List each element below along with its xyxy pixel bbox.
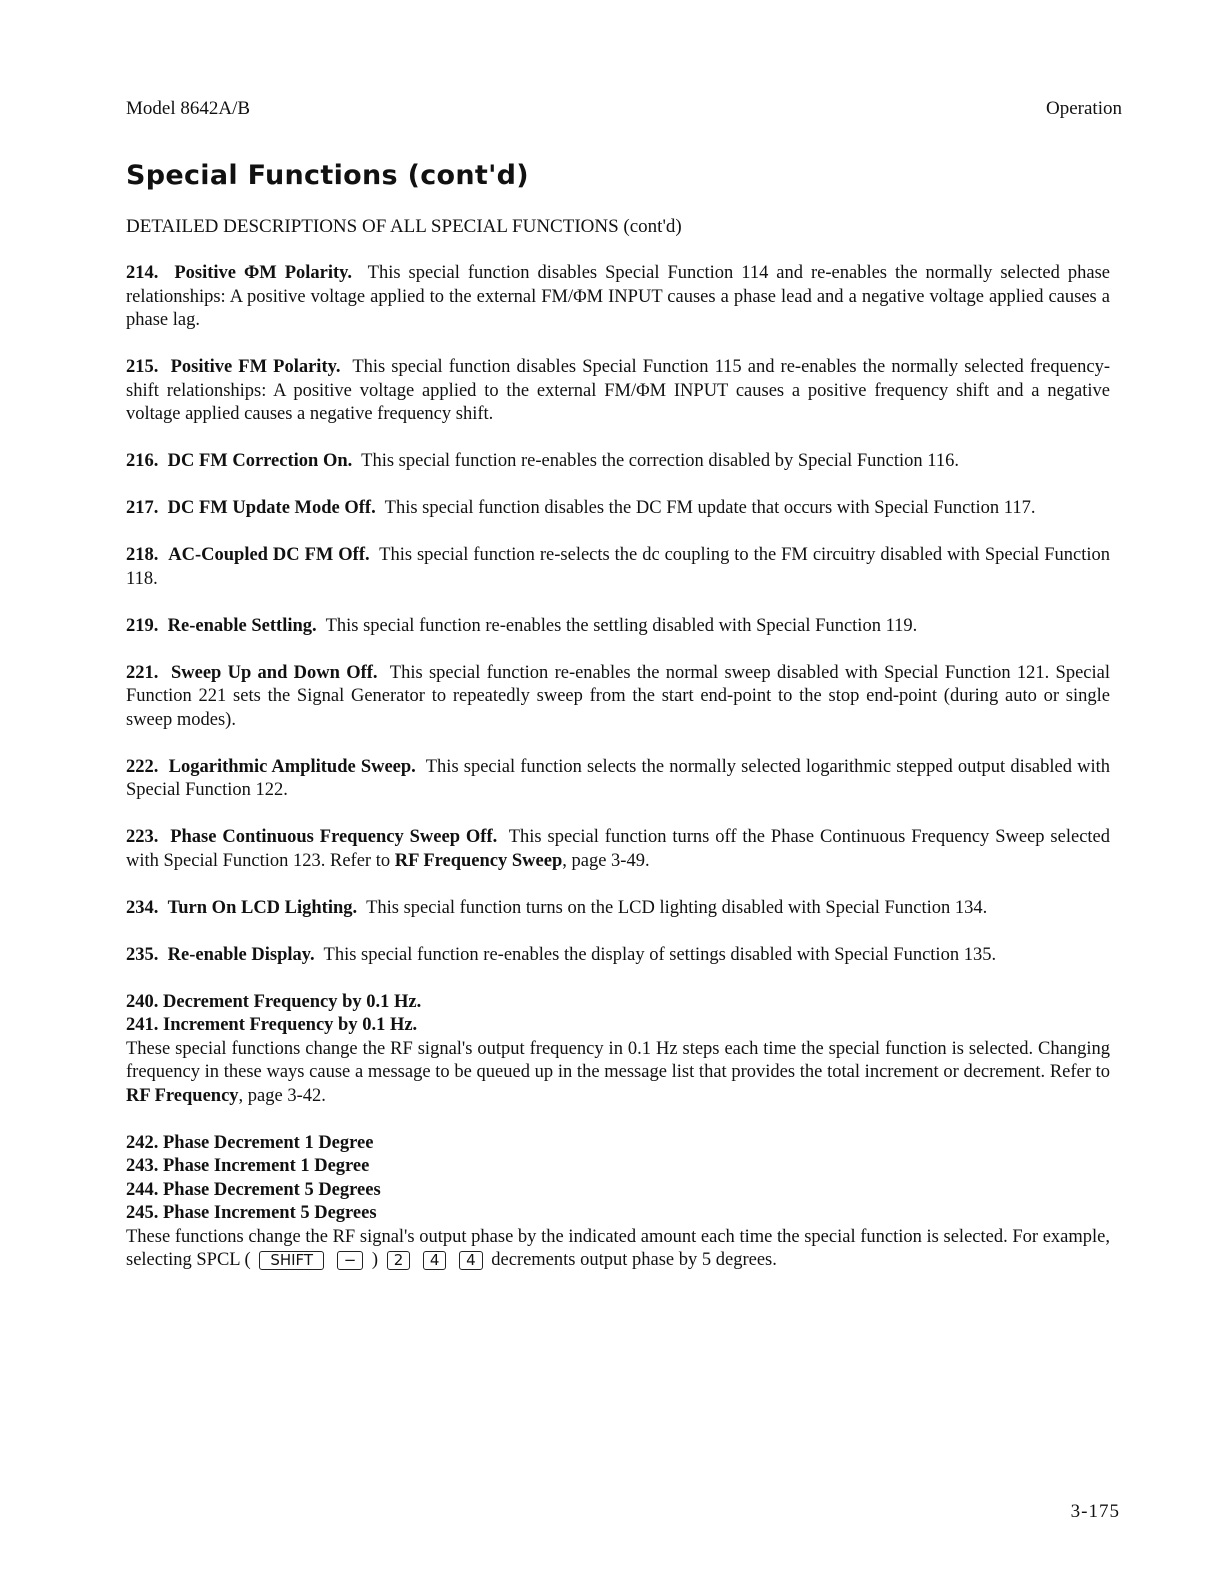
cross-reference: RF Frequency Sweep — [394, 850, 563, 871]
paragraph-234 — [126, 897, 1110, 921]
item-text: This special function selects the normally selected logarithmic stepped output disabled with Special Function 122. — [126, 756, 1110, 800]
item-text: This special function re-enables the correction disabled by Special Function 116. — [361, 451, 959, 471]
heading-240: 240. Decrement Frequency by 0.1 Hz. — [126, 991, 422, 1012]
item-text: These functions change the RF signal's output phase by the indicated amount each time the special function is selected. For example, selecting SPCL ( — [126, 1226, 1110, 1270]
item-number: 235. — [126, 944, 159, 965]
digit-key-2: 2 — [387, 1251, 411, 1270]
heading-245: 245. Phase Increment 5 Degrees — [126, 1203, 377, 1223]
item-text: This special function disables the DC FM update that occurs with Special Function 117. — [384, 498, 1036, 518]
digit-key-4: 4 — [459, 1251, 483, 1270]
paragraph-223 — [126, 826, 1110, 873]
item-number: 219. — [126, 615, 159, 636]
item-title: Positive ΦM Polarity. — [174, 263, 353, 283]
item-text: This special function turns on the LCD lighting disabled with Special Function 134. — [366, 897, 988, 918]
header-section: Operation — [1046, 98, 1122, 119]
heading-244: 244. Phase Decrement 5 Degrees — [126, 1179, 381, 1200]
item-number: 216. — [126, 451, 159, 471]
item-title: Positive FM Polarity. — [170, 357, 341, 377]
phase-step-description — [126, 1226, 1110, 1273]
frequency-step-headings — [126, 991, 1110, 1038]
phase-step-headings — [126, 1132, 1110, 1226]
item-number: 234. — [126, 897, 159, 918]
item-number: 223. — [126, 827, 159, 847]
paragraph-222 — [126, 756, 1110, 803]
item-number: 215. — [126, 357, 159, 377]
item-text: These special functions change the RF signal's output frequency in 0.1 Hz steps each time the special function is selected. Changing frequency in these ways cause a message to be queued up in the message list that provides the total increment or decrement. Refer to — [126, 1038, 1110, 1082]
cross-reference: RF Frequency — [126, 1085, 239, 1106]
item-title: AC-Coupled DC FM Off. — [168, 545, 370, 565]
paragraph-218 — [126, 544, 1110, 591]
paragraph-217 — [126, 497, 1110, 521]
paragraph-214 — [126, 262, 1110, 333]
shift-key: SHIFT — [259, 1251, 324, 1270]
item-text: This special function re-enables the normal sweep disabled with Special Function 121. Special Function 221 sets the Signal Generator to repeatedly sweep from the start end-point to the stop end-point (during auto or single sweep modes). — [126, 662, 1111, 730]
item-number: 217. — [126, 498, 159, 518]
item-title: Sweep Up and Down Off. — [170, 662, 378, 683]
item-text: This special function re-enables the settling disabled with Special Function 119. — [325, 615, 918, 636]
frequency-step-description — [126, 1038, 1110, 1109]
page-title: Special Functions (cont'd) — [126, 160, 529, 191]
heading-243: 243. Phase Increment 1 Degree — [126, 1156, 370, 1176]
paragraph-221 — [126, 662, 1110, 733]
paragraph-215 — [126, 356, 1110, 427]
document-body — [126, 262, 1110, 1296]
header-model: Model 8642A/B — [126, 98, 251, 119]
paragraph-235 — [126, 944, 1110, 968]
item-title: Turn On LCD Lighting. — [167, 897, 358, 918]
item-text: This special function re-selects the dc coupling to the FM circuitry disabled with Special Function 118. — [126, 545, 1111, 589]
item-text: This special function disables Special Function 114 and re-enables the normally selected phase relationships: A positive voltage applied to the external FM/ΦM INPUT causes a phase lead and a negative voltage applied causes a phase lag. — [126, 263, 1110, 330]
cross-reference-page: , page 3-49. — [562, 850, 650, 871]
page-number: 3-175 — [1070, 1501, 1120, 1522]
paragraph-216 — [126, 450, 1110, 474]
item-title: Logarithmic Amplitude Sweep. — [168, 756, 416, 777]
item-title: DC FM Correction On. — [167, 451, 353, 471]
item-title: DC FM Update Mode Off. — [167, 498, 376, 518]
item-number: 222. — [126, 756, 159, 777]
heading-241: 241. Increment Frequency by 0.1 Hz. — [126, 1015, 418, 1035]
minus-key: − — [337, 1251, 364, 1270]
cross-reference-page: , page 3-42. — [238, 1085, 326, 1106]
item-text: This special function disables Special Function 115 and re-enables the normally selected frequency-shift relationships: A positive voltage applied to the external FM/ΦM INPUT causes a positive frequency shift and a negative voltage applied causes a negative frequency shift. — [126, 357, 1111, 424]
section-subtitle: DETAILED DESCRIPTIONS OF ALL SPECIAL FUNCTIONS (cont'd) — [126, 216, 682, 237]
item-number: 218. — [126, 545, 159, 565]
item-number: 214. — [126, 263, 159, 283]
item-title: Re-enable Display. — [167, 944, 315, 965]
item-number: 221. — [126, 662, 159, 683]
heading-242: 242. Phase Decrement 1 Degree — [126, 1132, 374, 1153]
paren-close: ) — [371, 1250, 379, 1270]
item-title: Re-enable Settling. — [167, 615, 317, 636]
paragraph-219 — [126, 615, 1110, 639]
item-title: Phase Continuous Frequency Sweep Off. — [170, 827, 498, 847]
digit-key-4: 4 — [423, 1251, 447, 1270]
item-text: This special function re-enables the display of settings disabled with Special Function 135. — [323, 944, 997, 965]
item-text: This special function turns off the Phase Continuous Frequency Sweep selected with Special Function 123. Refer to — [126, 827, 1111, 871]
item-text: decrements output phase by 5 degrees. — [491, 1250, 777, 1270]
